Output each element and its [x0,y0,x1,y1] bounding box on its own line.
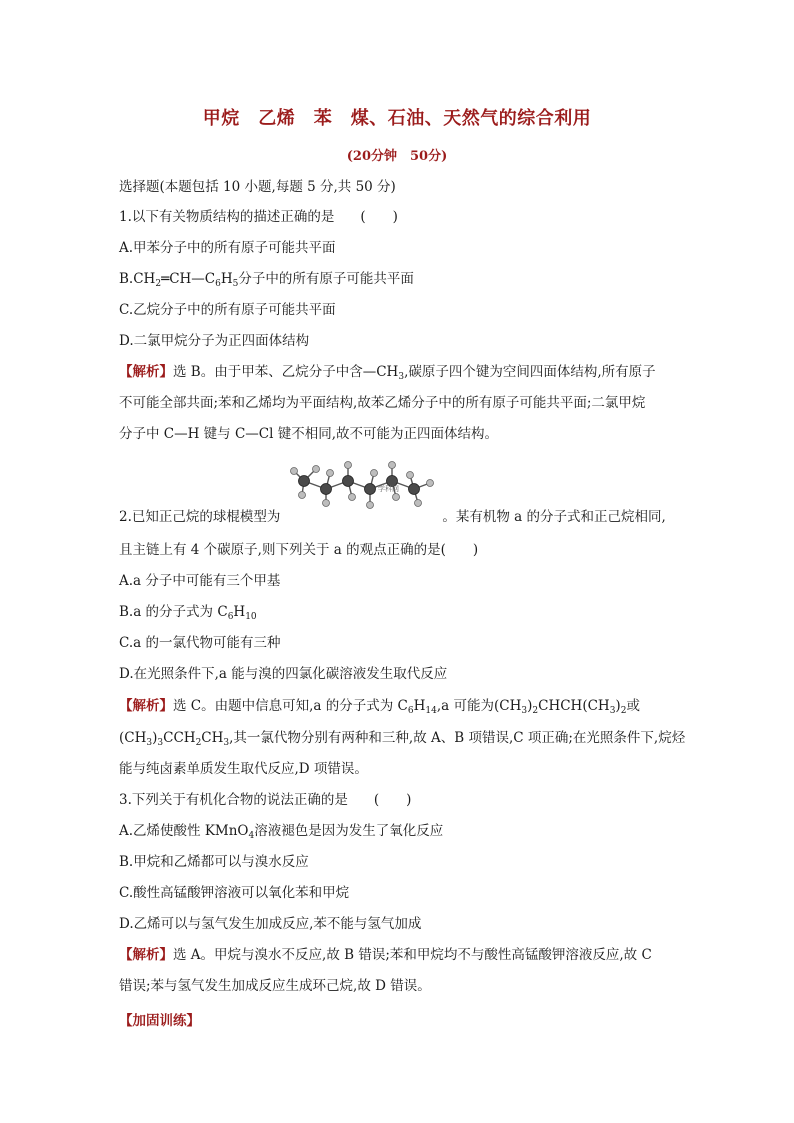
q2-option-b: B.a 的分子式为 $C_6H_{10}$ [119,604,257,622]
q2-analysis-line-3: 能与纯卤素单质发生取代反应,D 项错误。 [119,761,368,777]
page-title: 甲烷 乙烯 苯 煤、石油、天然气的综合利用 [202,108,592,129]
q1-analysis-line-3: 分子中 C—H 键与 C—Cl 键不相同,故不可能为正四面体结构。 [119,426,499,442]
q1-stem: 1.以下有关物质结构的描述正确的是 ( ) [119,209,398,225]
reinforce-training-heading: 【加固训练】 [119,1013,200,1029]
q3-option-a: A.乙烯使酸性 KMnO$_4$溶液褪色是因为发生了氧化反应 [119,823,444,841]
hexane-ball-stick-model [286,457,446,513]
q1-option-d: D.二氯甲烷分子为正四面体结构 [119,333,310,349]
q1-option-c: C.乙烷分子中的所有原子可能共平面 [119,302,336,318]
q3-stem: 3.下列关于有机化合物的说法正确的是 ( ) [119,792,412,808]
q3-answer-bracket: ( ) [373,792,412,808]
q1-analysis-line-1: 【解析】选 B。由于甲苯、乙烷分子中含$—CH_3$,碳原子四个键为空间四面体结构,所有原子 [119,364,656,382]
model-watermark: 学科网 [378,485,399,493]
section-header: 选择题(本题包括 10 小题,每题 5 分,共 50 分) [119,179,396,195]
q1-option-b: $B.CH_2═CH—C_6H_5$分子中的所有原子可能共平面 [119,271,414,289]
q3-option-c: C.酸性高锰酸钾溶液可以氧化苯和甲烷 [119,885,350,901]
q2-analysis-line-2: $(CH_3)_3CCH_2CH_3$,其一氯代物分别有两种和三种,故 A、B 项错误,C 项正确;在光照条件下,烷烃 [119,730,686,748]
q2-option-a: A.a 分子中可能有三个甲基 [119,573,281,589]
q1-analysis-line-2: 不可能全部共面;苯和乙烯均为平面结构,故苯乙烯分子中的所有原子可能共平面;二氯甲烷 [119,395,646,411]
q3-option-b: B.甲烷和乙烯都可以与溴水反应 [119,854,309,870]
q2-option-d: D.在光照条件下,a 能与溴的四氯化碳溶液发生取代反应 [119,666,448,682]
q1-analysis-label: 【解析】 [119,364,173,380]
q3-analysis-line-2: 错误;苯与氢气发生加成反应生成环己烷,故 D 错误。 [119,978,431,994]
q1-option-a: A.甲苯分子中的所有原子可能共平面 [119,240,336,256]
q2-option-c: C.a 的一氯代物可能有三种 [119,635,281,651]
q2-analysis-line-1: 【解析】选 C。由题中信息可知,a 的分子式为 $C_6H_{14},a$ 可能为$(CH_3)_2CHCH(CH_3)_2$或 [119,698,640,716]
q1-answer-bracket: ( ) [360,209,398,225]
q2-stem-line-1: 2.已知正己烷的球棍模型为 。某有机物 a 的分子式和正己烷相同, [119,509,666,525]
q3-analysis-line-1: 【解析】选 A。甲烷与溴水不反应,故 B 错误;苯和甲烷均不与酸性高锰酸钾溶液反应,故 C [119,947,652,963]
q3-analysis-label: 【解析】 [119,947,173,963]
page-subtitle: (20分钟 50分) [346,149,448,164]
q2-stem-line-2: 且主链上有 4 个碳原子,则下列关于 a 的观点正确的是( ) [119,542,479,558]
q3-option-d: D.乙烯可以与氢气发生加成反应,苯不能与氢气加成 [119,916,422,932]
q2-analysis-label: 【解析】 [119,698,173,714]
